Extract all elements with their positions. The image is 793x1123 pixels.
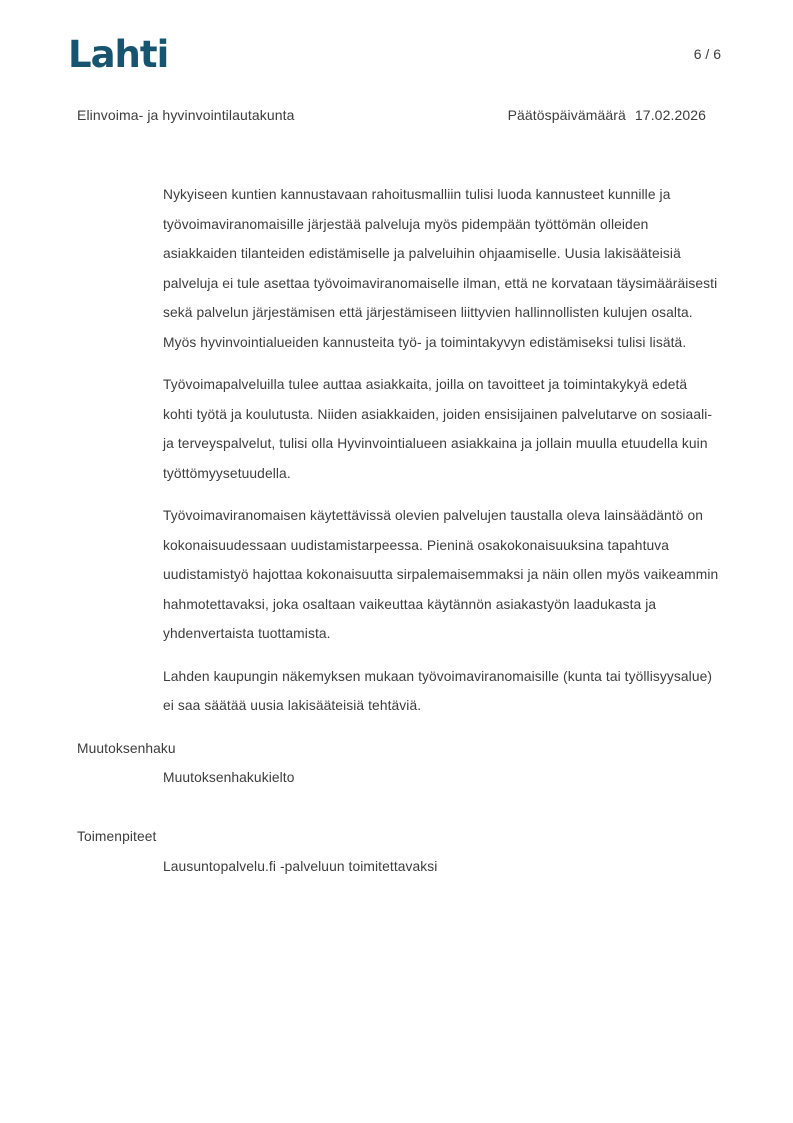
decision-text xyxy=(163,180,720,721)
section-content-muutoksenhaku: Muutoksenhakukielto xyxy=(163,770,295,785)
committee-name: Elinvoima- ja hyvinvointilautakunta xyxy=(77,107,295,123)
body-paragraph: Työvoimapalveluilla tulee auttaa asiakkaita, joilla on tavoitteet ja toimintakykyä edetä kohti työtä ja koulutusta. Niiden asiakkaiden, joiden ensisijainen palvelutarve on sosiaali- ja terveyspalvelut, tulisi olla Hyvinvointialueen asiakkaina ja jollain muulla etuudella kuin työttömyysetuudella. xyxy=(163,377,713,481)
section-content-toimenpiteet: Lausuntopalvelu.fi -palveluun toimitettavaksi xyxy=(163,858,438,874)
lahti-logo: Lahti xyxy=(68,33,169,76)
body-paragraph: Lahden kaupungin näkemyksen mukaan työvoimaviranomaisille (kunta tai työllisyysalue) ei saa säätää uusia lakisääteisiä tehtäviä. xyxy=(163,668,713,713)
body-paragraph: Nykyiseen kuntien kannustavaan rahoitusmalliin tulisi luoda kannusteet kunnille ja työvoimaviranomaisille järjestää palveluja myös pidempään työttömän olleiden asiakkaiden tilanteiden edistämiselle ja palveluihin ohjaamiselle. Uusia lakisääteisiä palveluja ei tule asettaa työvoimaviranomaiselle ilman, että ne korvataan täysimääräisesti sekä palvelun järjestämisen että järjestämiseen liittyvien hallinnollisten kulujen osalta. Myös hyvinvointialueiden kannusteita työ- ja toimintakyvyn edistämiseksi tulisi lisätä. xyxy=(163,187,718,350)
document-content xyxy=(77,180,722,881)
page-number: 6 / 6 xyxy=(693,46,721,62)
section-toimenpiteet xyxy=(77,822,722,881)
section-muutoksenhaku xyxy=(77,734,722,793)
section-spacer xyxy=(77,793,722,823)
decision-date-label: Päätöspäivämäärä xyxy=(507,107,626,123)
document-header xyxy=(77,107,706,123)
section-heading-toimenpiteet: Toimenpiteet xyxy=(77,829,157,844)
body-paragraph: Työvoimaviranomaisen käytettävissä olevien palvelujen taustalla oleva lainsäädäntö on kokonaisuudessaan uudistamistarpeessa. Pieninä osakokonaisuuksina tapahtuva uudistamistyö hajottaa kokonaisuutta sirpalemaisemmaksi ja näin ollen myös vaikeammin hahmotettavaksi, joka osaltaan vaikeuttaa käytännön asiakastyön laadukasta ja yhdenvertaista tuottamista. xyxy=(163,508,719,641)
decision-date xyxy=(508,107,706,123)
decision-date-value: 17.02.2026 xyxy=(634,107,706,123)
section-heading-muutoksenhaku: Muutoksenhaku xyxy=(77,740,176,756)
